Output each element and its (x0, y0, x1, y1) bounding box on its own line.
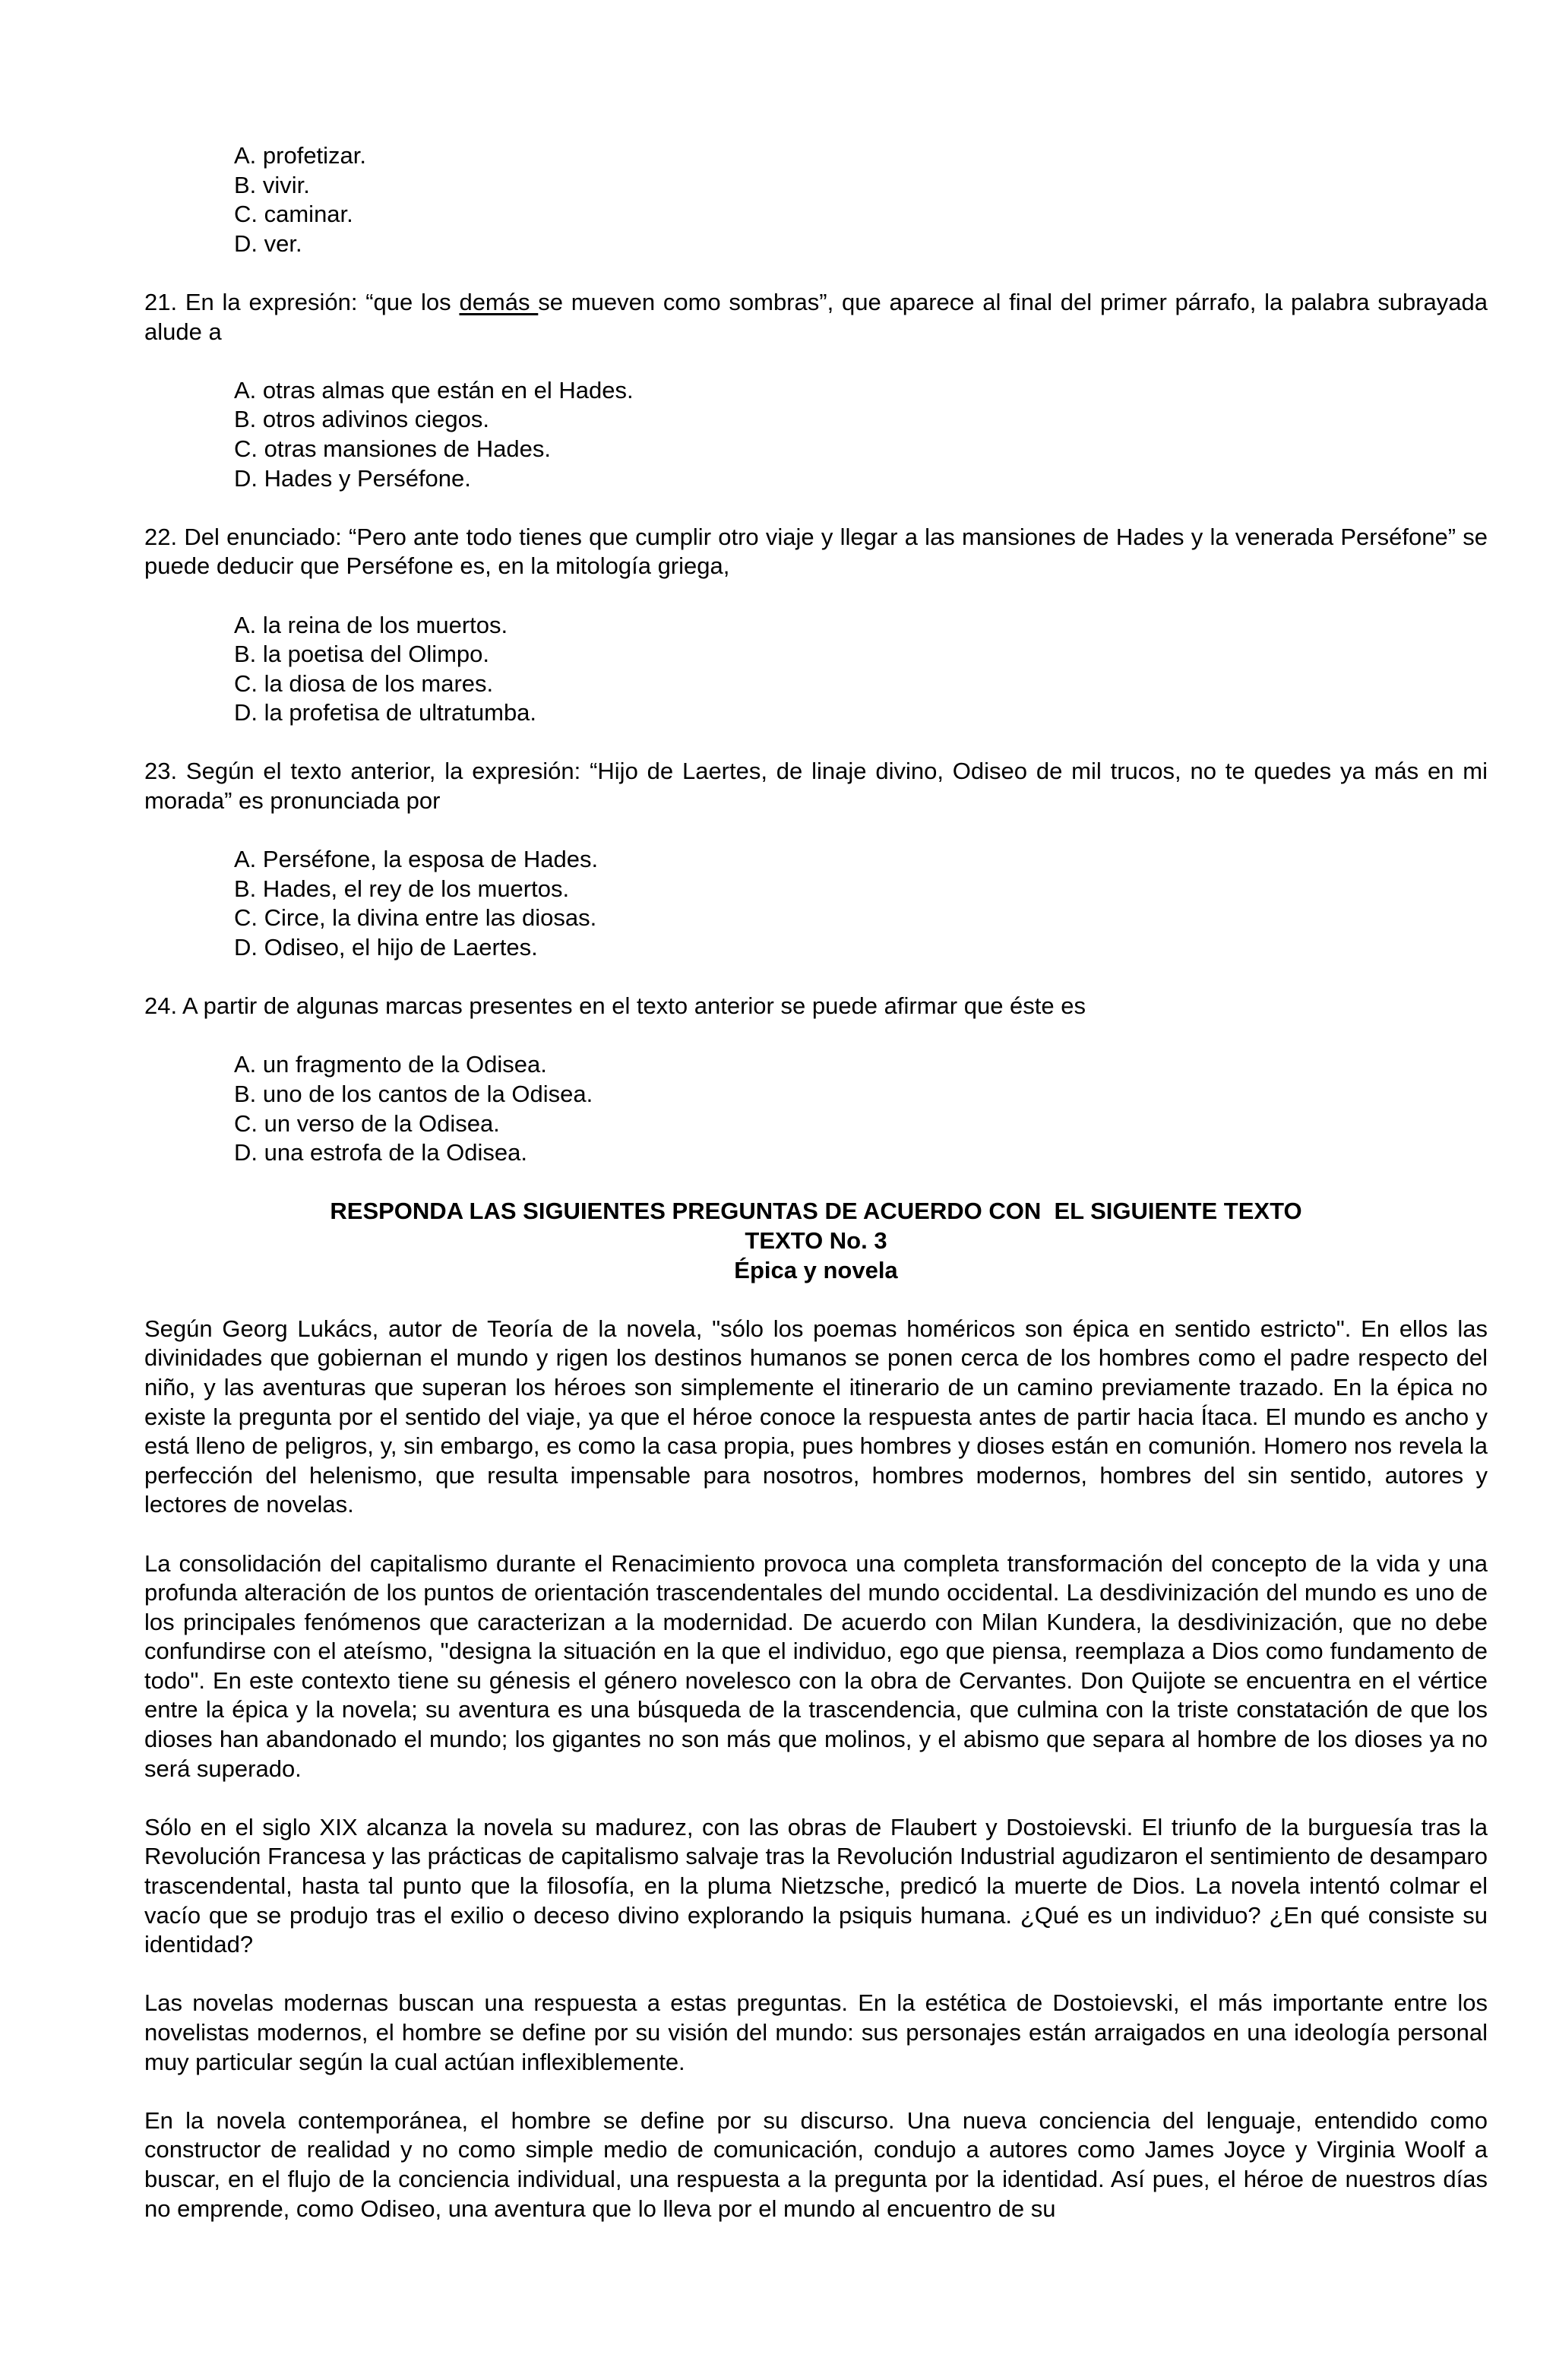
q24-option-c: C. un verso de la Odisea. (234, 1109, 500, 1137)
q21-options (144, 376, 1488, 493)
q22-options (144, 611, 1488, 728)
paragraph-1: Según Georg Lukács, autor de Teoría de la novela, "sólo los poemas homéricos son épica en sentido estricto". En ellos las divinidades que gobiernan el mundo y rigen los destinos humanos se ponen cerca de los hombres como el padre respecto del niño, y las aventuras que superan los héroes son simplemente el itinerario de un camino previamente trazado. En la épica no existe la pregunta por el sentido del viaje, ya que el héroe conoce la respuesta antes de partir hacia Ítaca. El mundo es ancho y está lleno de peligros, y, sin embargo, es como la casa propia, pues hombres y dioses están en comunión. Homero nos revela la perfección del helenismo, que resulta impensable para nosotros, hombres modernos, hombres del sin sentido, autores y lectores de novelas. (144, 1315, 1488, 1518)
paragraph-2: La consolidación del capitalismo durante el Renacimiento provoca una completa transformación del concepto de la vida y una profunda alteración de los puntos de orientación trascendentales del mundo occidental. La desdivinización del mundo es uno de los principales fenómenos que caracterizan a la modernidad. De acuerdo con Milan Kundera, la desdivinización, que no debe confundirse con el ateísmo, "designa la situación en la que el individuo, ego que piensa, reemplaza a Dios como fundamento de todo". En este contexto tiene su génesis el género novelesco con la obra de Cervantes. Don Quijote se encuentra en el vértice entre la épica y la novela; su aventura es una búsqueda de la trascendencia, que culmina con la triste constatación de que los dioses han abandonado el mundo; los gigantes no son más que molinos, y el abismo que separa al hombre de los dioses ya no será superado. (144, 1549, 1488, 1782)
q23-option-a: A. Perséfone, la esposa de Hades. (234, 846, 599, 873)
q24-question: 24. A partir de algunas marcas presentes en el texto anterior se puede afirmar que éste es (144, 992, 1086, 1020)
q20-options (144, 141, 1488, 258)
document-page (144, 141, 1488, 2223)
text-heading (144, 1197, 1488, 1285)
q20-option-a: A. profetizar. (234, 142, 367, 169)
q24-option-d: D. una estrofa de la Odisea. (234, 1139, 528, 1166)
q23-question: 23. Según el texto anterior, la expresión: “Hijo de Laertes, de linaje divino, Odiseo de mil trucos, no te quedes ya más en mi morada” es pronunciada por (144, 758, 1488, 815)
q21-text-post: se mueven como sombras”, que aparece al final del primer párrafo, la palabra subrayada alude a (144, 288, 1488, 345)
q22-option-b: B. la poetisa del Olimpo. (234, 641, 490, 668)
paragraph-4: Las novelas modernas buscan una respuesta a estas preguntas. En la estética de Dostoievski, el más importante entre los novelistas modernos, el hombre se define por su visión del mundo: sus personajes están arraigados en una ideología personal muy particular según la cual actúan inflexiblemente. (144, 1989, 1488, 2075)
section-instruction: RESPONDA LAS SIGUIENTES PREGUNTAS DE ACUERDO CON EL SIGUIENTE TEXTO (330, 1198, 1302, 1225)
q21-option-d: D. Hades y Perséfone. (234, 464, 471, 492)
q21-question (144, 288, 1488, 347)
q21-option-a: A. otras almas que están en el Hades. (234, 376, 634, 404)
q23-option-b: B. Hades, el rey de los muertos. (234, 875, 570, 902)
q21-text-pre: 21. En la expresión: “que los (144, 288, 460, 315)
q23-option-c: C. Circe, la divina entre las diosas. (234, 904, 597, 932)
text-number: TEXTO No. 3 (745, 1226, 887, 1254)
q24-option-b: B. uno de los cantos de la Odisea. (234, 1081, 593, 1107)
q21-underlined-word: demás (459, 288, 539, 315)
q23-options (144, 845, 1488, 962)
q22-question: 22. Del enunciado: “Pero ante todo tienes que cumplir otro viaje y llegar a las mansiones de Hades y la venerada Perséfone” se puede deducir que Perséfone es, en la mitología griega, (144, 523, 1488, 580)
q24-option-a: A. un fragmento de la Odisea. (234, 1051, 547, 1078)
paragraph-5: En la novela contemporánea, el hombre se define por su discurso. Una nueva conciencia del lenguaje, entendido como constructor de realidad y no como simple medio de comunicación, condujo a autores como James Joyce y Virginia Woolf a buscar, en el flujo de la conciencia individual, una respuesta a la pregunta por la identidad. Así pues, el héroe de nuestros días no emprende, como Odiseo, una aventura que lo lleva por el mundo al encuentro de su (144, 2106, 1488, 2222)
q23-option-d: D. Odiseo, el hijo de Laertes. (234, 934, 538, 961)
q22-option-a: A. la reina de los muertos. (234, 611, 508, 638)
q24-options (144, 1050, 1488, 1167)
q20-option-d: D. ver. (234, 229, 302, 257)
text-title: Épica y novela (734, 1256, 898, 1283)
paragraph-3: Sólo en el siglo XIX alcanza la novela su madurez, con las obras de Flaubert y Dostoievski. El triunfo de la burguesía tras la Revolución Francesa y las prácticas de capitalismo salvaje tras la Revolución Industrial agudizaron el sentimiento de desamparo trascendental, hasta tal punto que la filosofía, en la pluma Nietzsche, predicó la muerte de Dios. La novela intentó colmar el vacío que se produjo tras el exilio o deceso divino explorando la psiquis humana. ¿Qué es un individuo? ¿En qué consiste su identidad? (144, 1813, 1488, 1958)
q20-option-b: B. vivir. (234, 171, 310, 198)
q20-option-c: C. caminar. (234, 201, 353, 228)
q22-option-c: C. la diosa de los mares. (234, 669, 494, 697)
q22-option-d: D. la profetisa de ultratumba. (234, 699, 537, 726)
q21-option-c: C. otras mansiones de Hades. (234, 435, 551, 462)
q21-option-b: B. otros adivinos ciegos. (234, 406, 490, 433)
